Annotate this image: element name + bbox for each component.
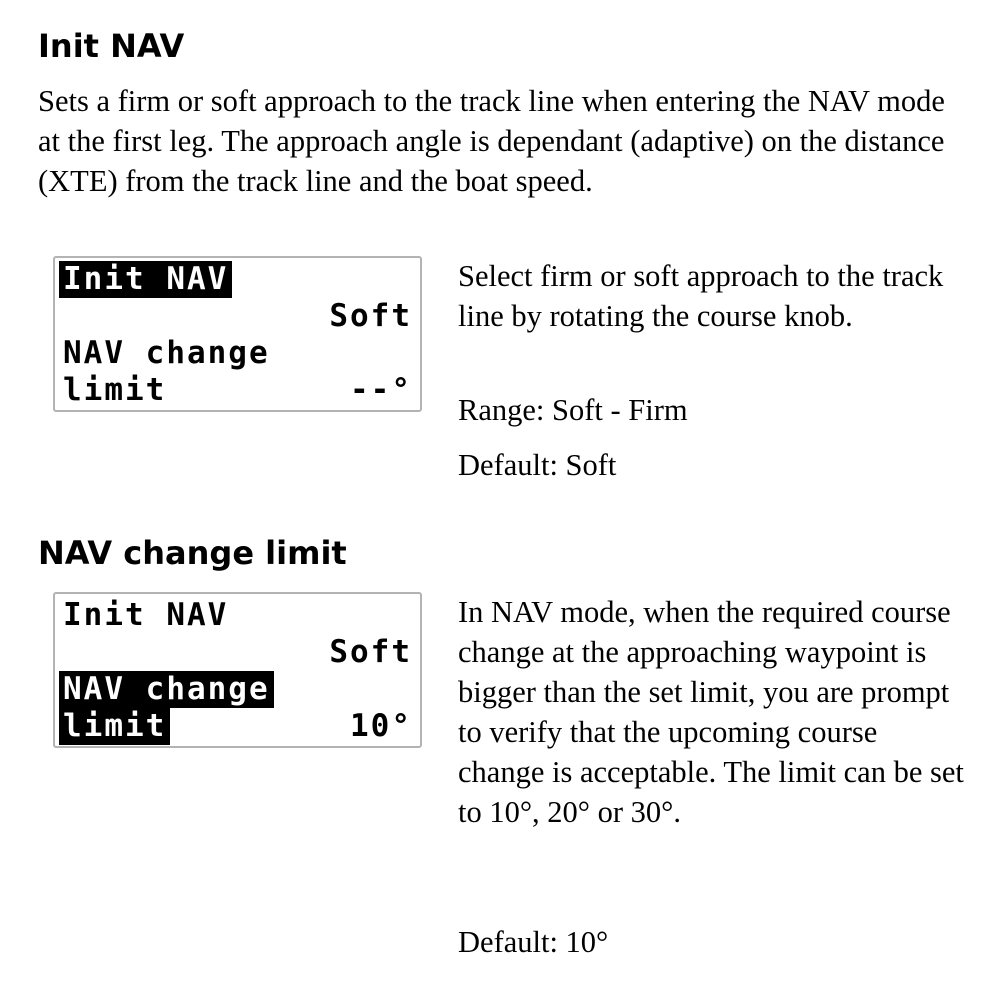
display-line-nav-change-selected: NAV change [59, 671, 274, 708]
display-line-nav-change: NAV change [63, 335, 270, 371]
nav-change-limit-default: Default: 10° [458, 925, 609, 959]
display-line-limit-label: limit [63, 372, 167, 408]
init-nav-description: Select firm or soft approach to the track line by rotating the course knob. [458, 259, 944, 333]
nav-change-limit-display [53, 592, 422, 748]
display-line-init-nav-selected: Init NAV [59, 261, 232, 298]
init-nav-range: Range: Soft - Firm [458, 393, 688, 427]
nav-change-limit-heading: NAV change limit [38, 534, 347, 572]
init-nav-default: Default: Soft [458, 448, 617, 482]
init-nav-intro: Sets a firm or soft approach to the track line when entering the NAV mode at the first leg. The approach angle is dependant (adaptive) on the distance (XTE) from the track line and the boat speed. [38, 84, 945, 198]
init-nav-heading: Init NAV [38, 27, 185, 65]
init-nav-display [53, 256, 422, 412]
display-line-limit-value: --° [350, 372, 412, 408]
display-line-soft-value: Soft [329, 634, 412, 670]
nav-change-limit-description: In NAV mode, when the required course change at the approaching waypoint is bigger than the set limit, you are prompt to verify that the upcoming course change is acceptable. The limit can be set to 10°, 20° or 30°. [458, 595, 964, 829]
display-line-limit-label-selected: limit [59, 708, 170, 745]
display-line-limit-value: 10° [350, 708, 412, 744]
display-line-init-nav: Init NAV [63, 597, 229, 633]
display-line-soft-value: Soft [329, 298, 412, 334]
